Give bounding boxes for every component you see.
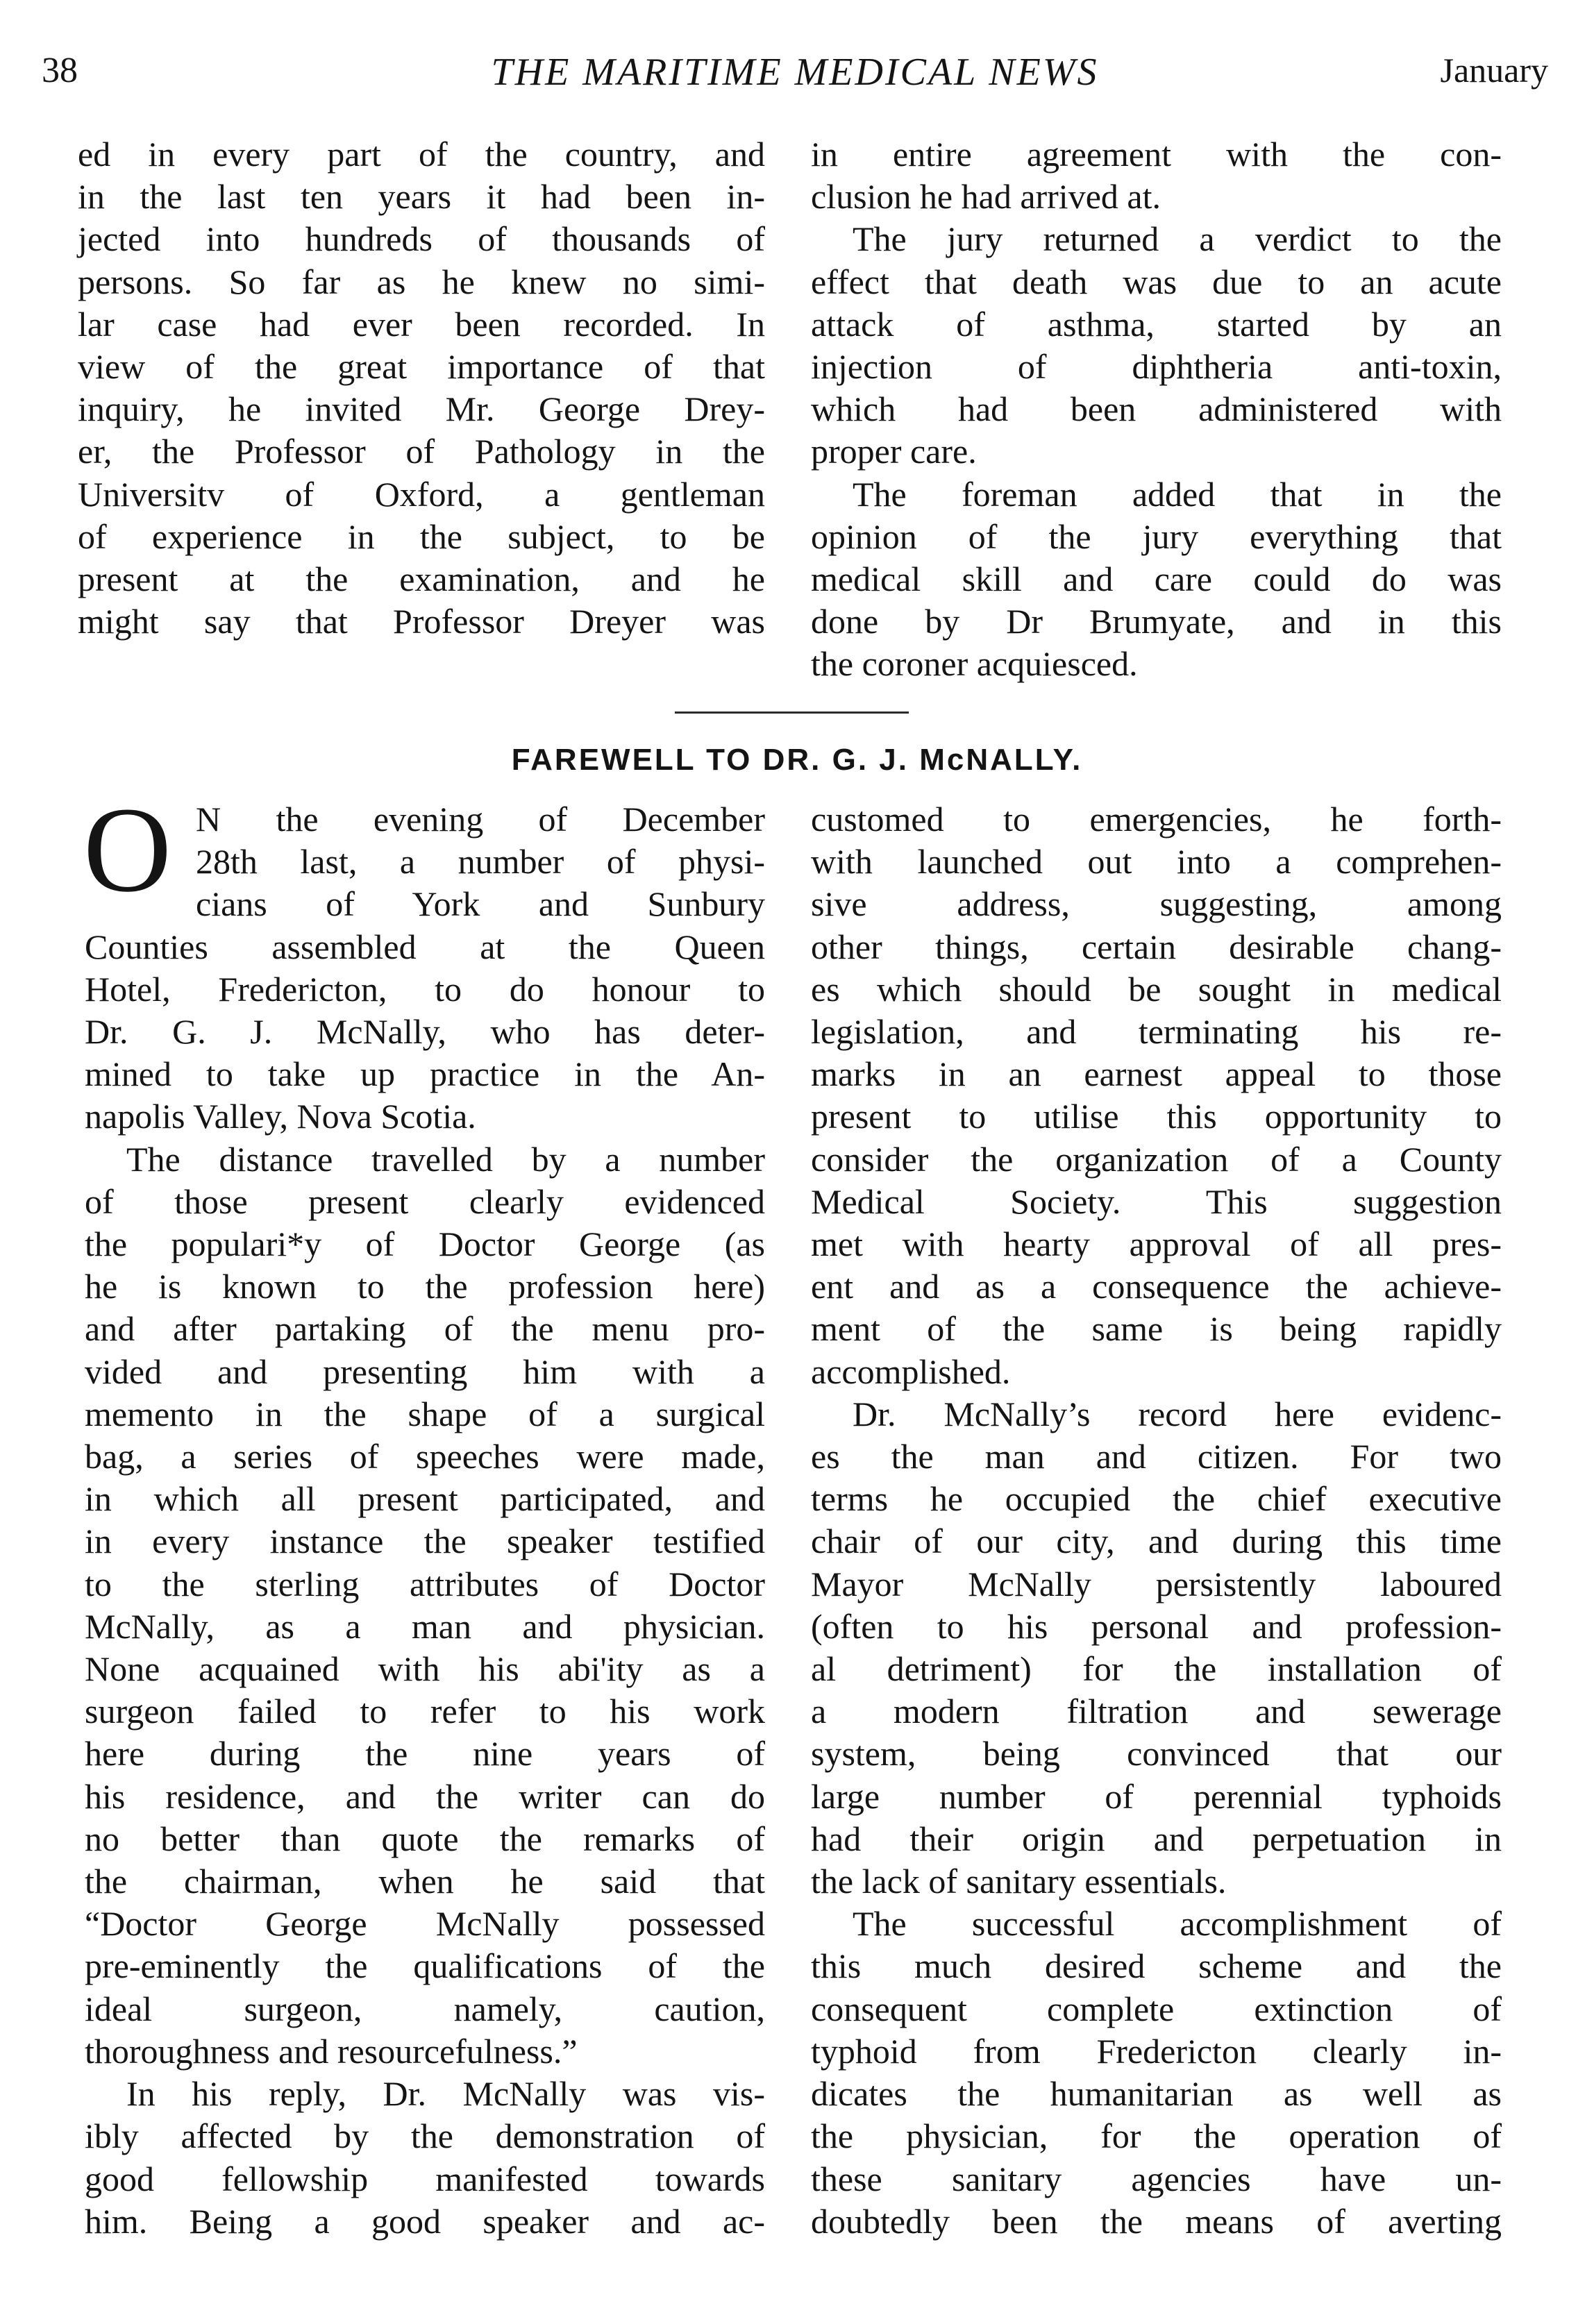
text-line: ent and as a consequence the achieve- (811, 1267, 1502, 1306)
text-line: al detriment) for the installation of (811, 1649, 1502, 1689)
text-line: present to utilise this opportunity to (811, 1097, 1502, 1136)
text-line: effect that death was due to an acute (811, 262, 1502, 301)
text-line: pre-eminently the qualifications of the (85, 1946, 765, 1986)
text-line: attack of asthma, started by an (811, 304, 1502, 344)
text-line: good fellowship manifested towards (85, 2159, 765, 2198)
text-line: no better than quote the remarks of (85, 1819, 765, 1858)
text-line: the lack of sanitary essentials. (811, 1862, 1227, 1901)
text-line: Medical Society. This suggestion (811, 1181, 1502, 1221)
text-line: clusion he had arrived at. (811, 177, 1161, 217)
text-line: “Doctor George McNally possessed (85, 1904, 765, 1944)
text-line: typhoid from Fredericton clearly in- (811, 2031, 1502, 2071)
text-line: opinion of the jury everything that (811, 516, 1502, 556)
text-line: the chairman, when he said that (85, 1862, 765, 1901)
text-line: lar case had ever been recorded. In (78, 304, 765, 344)
top-article-right-column (811, 133, 1502, 686)
text-line: The jury returned a verdict to the (853, 219, 1502, 259)
issue-month: January (1440, 51, 1548, 90)
text-line: medical skill and care could do was (811, 559, 1502, 599)
text-line: persons. So far as he knew no simi- (78, 262, 765, 301)
article-heading: FAREWELL TO DR. G. J. McNALLY. (511, 743, 1083, 777)
text-line: ibly affected by the demonstration of (85, 2116, 765, 2156)
section-divider (675, 711, 909, 714)
text-line: sive address, suggesting, among (811, 884, 1502, 924)
text-line: legislation, and terminating his re- (811, 1012, 1502, 1052)
text-line: Dr. McNally’s record here evidenc- (853, 1394, 1502, 1433)
text-line: other things, certain desirable chang- (811, 927, 1502, 966)
text-line: consequent complete extinction of (811, 1989, 1502, 2028)
text-line: the physician, for the operation of (811, 2116, 1502, 2156)
text-line: The foreman added that in the (853, 474, 1502, 514)
text-line: bag, a series of speeches were made, (85, 1437, 765, 1476)
text-line: injection of diphtheria anti-toxin, (811, 347, 1502, 387)
text-line: thoroughness and resourcefulness.” (85, 2031, 578, 2071)
text-line: Mayor McNally persistently laboured (811, 1564, 1502, 1603)
text-line: of those present clearly evidenced (85, 1181, 765, 1221)
text-line: Universitv of Oxford, a gentleman (78, 474, 765, 514)
text-line: which had been administered with (811, 389, 1502, 429)
running-header (42, 50, 1548, 106)
text-line: ment of the same is being rapidly (811, 1309, 1502, 1349)
text-line: in the last ten years it had been in- (78, 177, 765, 217)
article-right-column (811, 798, 1502, 2243)
text-line: napolis Valley, Nova Scotia. (85, 1097, 476, 1136)
text-line: proper care. (811, 432, 977, 471)
text-line: system, being convinced that our (811, 1734, 1502, 1774)
text-line: None acquained with his abi'ity as a (85, 1649, 765, 1689)
text-line: this much desired scheme and the (811, 1946, 1502, 1986)
text-line: the coroner acquiesced. (811, 644, 1138, 684)
text-line: done by Dr Brumyate, and in this (811, 602, 1502, 641)
text-line: marks in an earnest appeal to those (811, 1054, 1502, 1094)
text-line: Dr. G. J. McNally, who has deter- (85, 1012, 765, 1052)
text-line: dicates the humanitarian as well as (811, 2074, 1502, 2114)
text-line: in entire agreement with the con- (811, 135, 1502, 174)
text-line: surgeon failed to refer to his work (85, 1692, 765, 1731)
text-line: and after partaking of the menu pro- (85, 1309, 765, 1349)
text-line: doubtedly been the means of averting (811, 2201, 1502, 2241)
text-line: customed to emergencies, he forth- (811, 800, 1502, 839)
text-line: In his reply, Dr. McNally was vis- (126, 2074, 765, 2114)
text-line: view of the great importance of that (78, 347, 765, 387)
text-line: the populari*y of Doctor George (as (85, 1224, 765, 1264)
text-line: The successful accomplishment of (853, 1904, 1502, 1944)
text-line: jected into hundreds of thousands of (78, 219, 765, 259)
text-line: The distance travelled by a number (126, 1139, 765, 1179)
text-line: Counties assembled at the Queen (85, 927, 765, 966)
text-line: vided and presenting him with a (85, 1352, 765, 1391)
text-line: with launched out into a comprehen- (811, 842, 1502, 882)
text-line: terms he occupied the chief executive (811, 1479, 1502, 1519)
text-line: a modern filtration and sewerage (811, 1692, 1502, 1731)
text-line: to the sterling attributes of Doctor (85, 1564, 765, 1603)
text-line: chair of our city, and during this time (811, 1522, 1502, 1561)
text-line: 28th last, a number of physi- (196, 842, 765, 882)
text-line: large number of perennial typhoids (811, 1776, 1502, 1816)
text-line: in which all present participated, and (85, 1479, 765, 1519)
text-line: Hotel, Fredericton, to do honour to (85, 969, 765, 1009)
text-line: memento in the shape of a surgical (85, 1394, 765, 1433)
text-line: his residence, and the writer can do (85, 1776, 765, 1816)
text-line: N the evening of December (196, 800, 765, 839)
text-line: might say that Professor Dreyer was (78, 602, 765, 641)
text-line: had their origin and perpetuation in (811, 1819, 1502, 1858)
page-number: 38 (42, 51, 78, 90)
article-left-column (83, 782, 765, 2243)
text-line: he is known to the profession here) (85, 1267, 765, 1306)
text-line: consider the organization of a County (811, 1139, 1502, 1179)
text-line: here during the nine years of (85, 1734, 765, 1774)
text-line: inquiry, he invited Mr. George Drey- (78, 389, 765, 429)
text-line: him. Being a good speaker and ac- (85, 2201, 765, 2241)
text-line: of experience in the subject, to be (78, 516, 765, 556)
text-line: er, the Professor of Pathology in the (78, 432, 765, 471)
top-article-left-column (78, 133, 765, 643)
text-line: ed in every part of the country, and (78, 135, 765, 174)
text-line: es which should be sought in medical (811, 969, 1502, 1009)
text-line: McNally, as a man and physician. (85, 1606, 765, 1646)
text-line: (often to his personal and profession- (811, 1606, 1502, 1646)
text-line: these sanitary agencies have un- (811, 2159, 1502, 2198)
text-line: accomplished. (811, 1352, 1011, 1391)
text-line: ideal surgeon, namely, caution, (85, 1989, 765, 2028)
text-line: present at the examination, and he (78, 559, 765, 599)
text-line: es the man and citizen. For two (811, 1437, 1502, 1476)
drop-cap: O (83, 782, 172, 918)
text-line: mined to take up practice in the An- (85, 1054, 765, 1094)
text-line: met with hearty approval of all pres- (811, 1224, 1502, 1264)
text-line: in every instance the speaker testified (85, 1522, 765, 1561)
text-line: cians of York and Sunbury (196, 884, 765, 924)
journal-title: THE MARITIME MEDICAL NEWS (491, 51, 1099, 94)
